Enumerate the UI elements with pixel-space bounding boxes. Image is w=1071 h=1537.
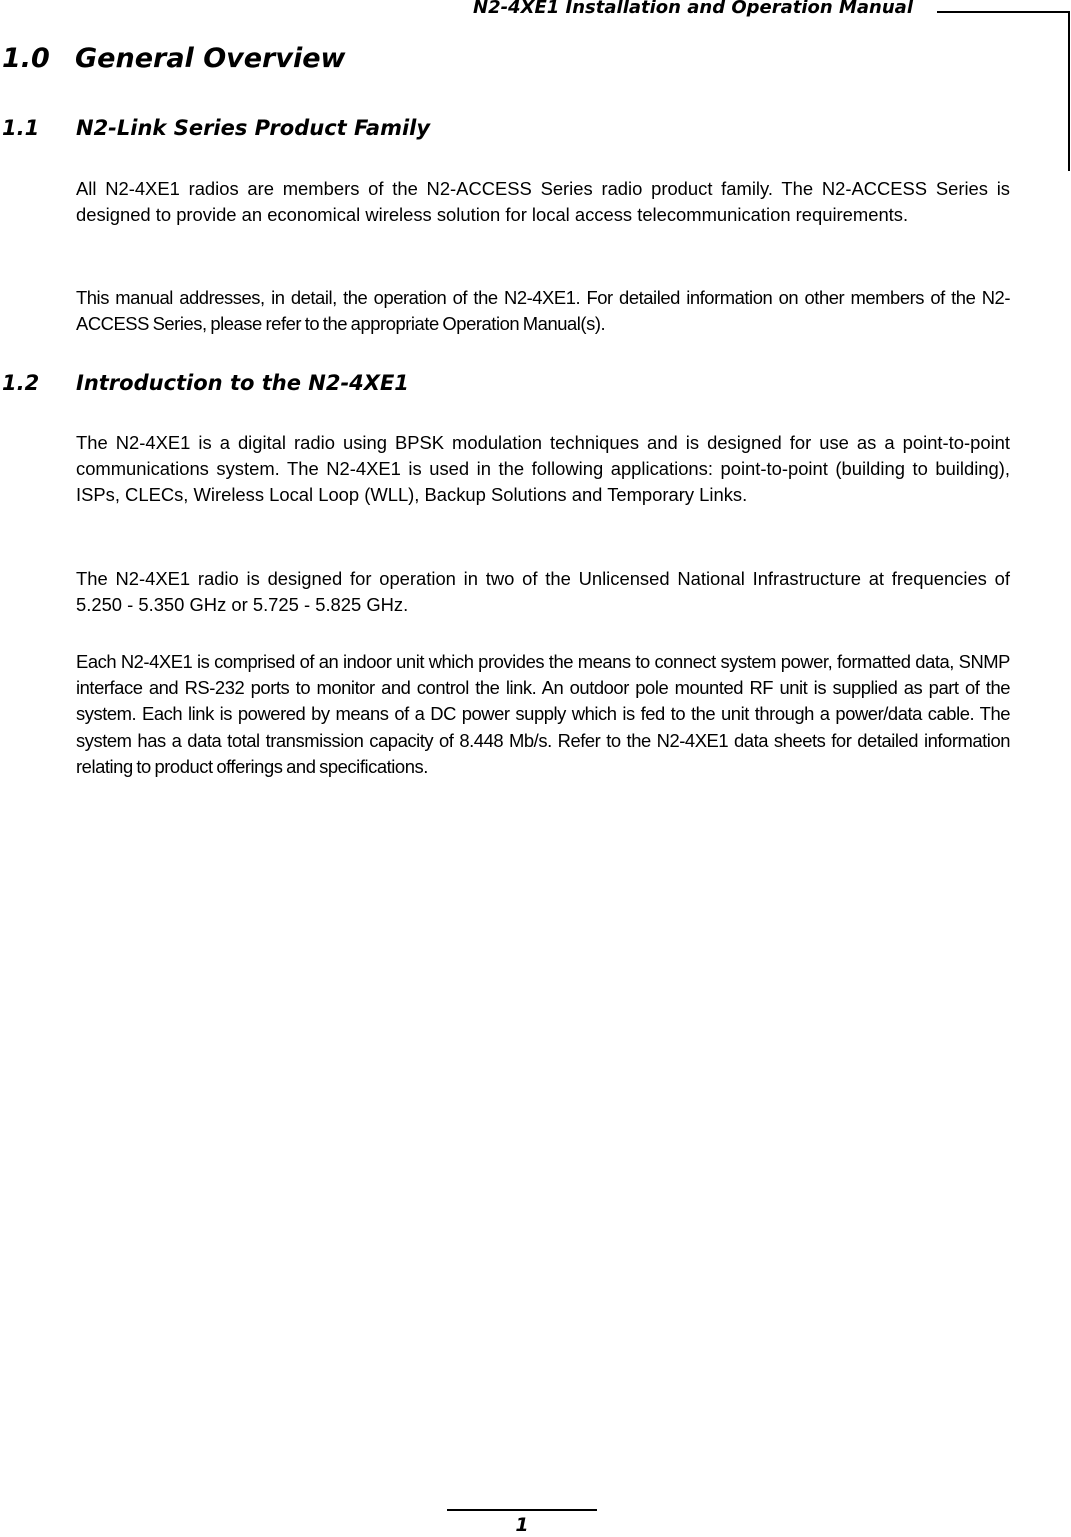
header-rule-horizontal [937,11,1070,13]
section-heading-1-2 [2,369,409,397]
page-number: 1 [515,1514,529,1536]
paragraph-intro-2: The N2-4XE1 radio is designed for operation in two of the Unlicensed National Infrastructure at frequencies of 5.250 - 5.350 GHz or 5.725 - 5.825 GHz. [76,568,1010,616]
section-title: N2-Link Series Product Family [76,116,431,140]
section-number: 1.0 [2,43,50,74]
section-number: 1.2 [2,371,40,395]
section-title: Introduction to the N2-4XE1 [76,371,409,395]
paragraph-family-1: All N2-4XE1 radios are members of the N2-ACCESS Series radio product family. The N2-ACCESS Series is designed to provide an economical wireless solution for local access telecommunication requirements. [76,178,1010,226]
paragraph-intro-3: Each N2-4XE1 is comprised of an indoor unit which provides the means to connect system power, formatted data, SNMP interface and RS-232 ports to monitor and control the link. An outdoor pole mounted RF unit is supplied as part of the system. Each link is powered by means of a DC power supply which is fed to the unit through a power/data cable. The system has a data total transmission capacity of 8.448 Mb/s. Refer to the N2-4XE1 data sheets for detailed information relating to product offerings and specifications. [76,651,1010,777]
section-title: General Overview [75,43,346,74]
footer-rule [447,1509,597,1511]
paragraph-family-2: This manual addresses, in detail, the operation of the N2-4XE1. For detailed information on other members of the N2-ACCESS Series, please refer to the appropriate Operation Manual(s). [76,287,1010,335]
header-rule-vertical [1068,11,1070,171]
section-heading-1-0 [2,42,346,76]
section-number: 1.1 [2,116,40,140]
section-heading-1-1 [2,114,430,142]
paragraph-intro-1: The N2-4XE1 is a digital radio using BPSK modulation techniques and is designed for use as a point-to-point communications system. The N2-4XE1 is used in the following applications: point-to-point (building to building), ISPs, CLECs, Wireless Local Loop (WLL), Backup Solutions and Temporary Links. [76,432,1010,506]
running-header: N2-4XE1 Installation and Operation Manual [473,0,913,18]
